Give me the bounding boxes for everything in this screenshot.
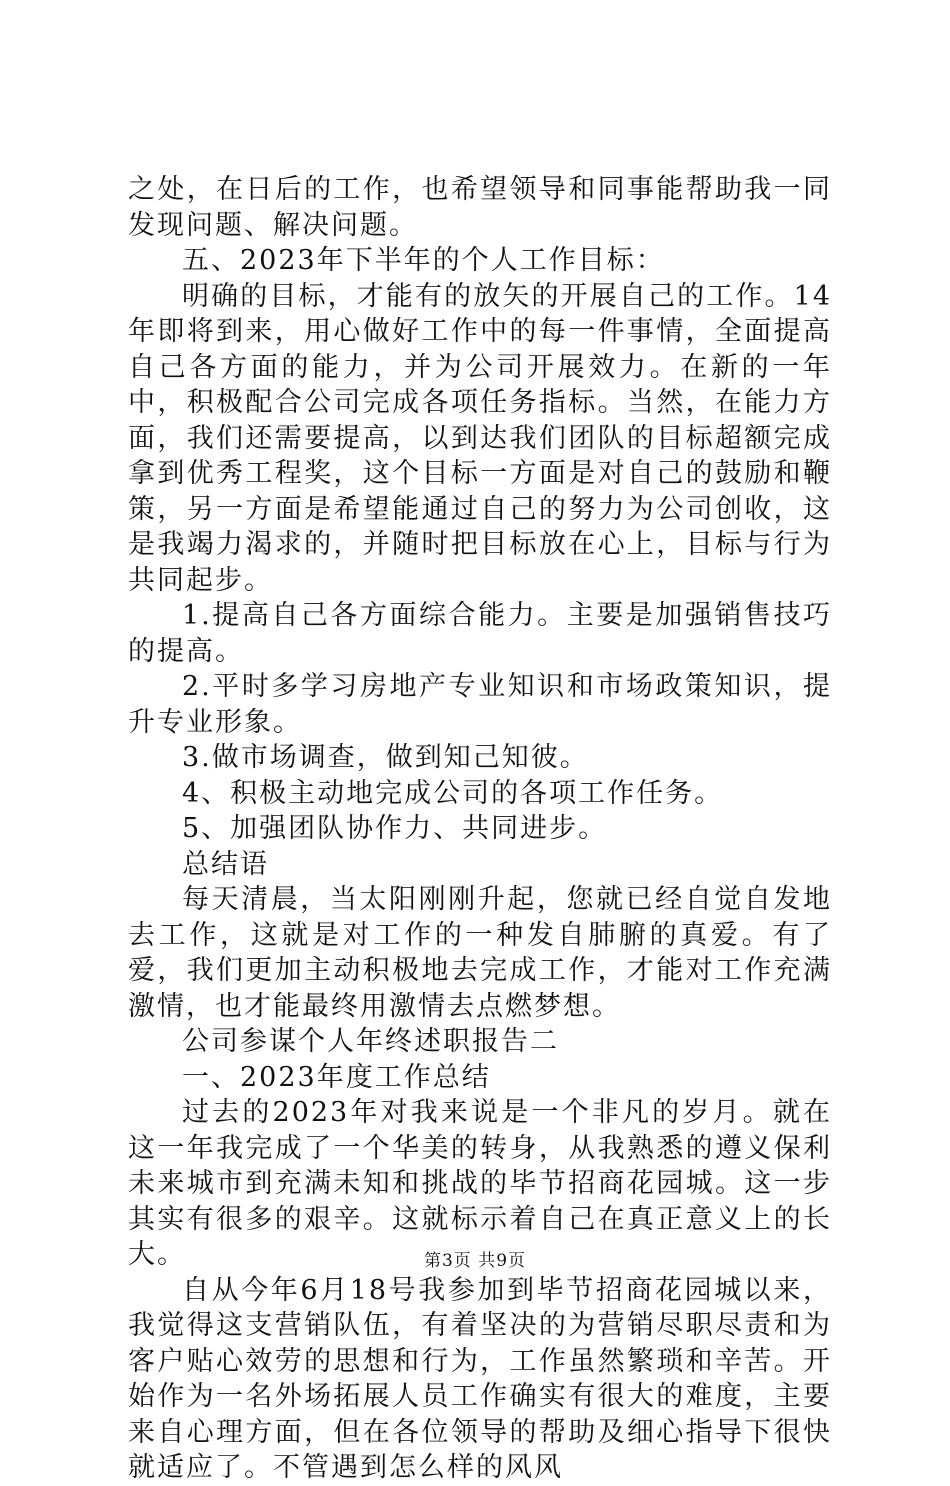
paragraph: 明确的目标，才能有的放矢的开展自己的工作。14年即将到来，用心做好工作中的每一件事情，全面提高自己各方面的能力，并为公司开展效力。在新的一年中，积极配合公司完成各项任务指标。当然，在能力方面，我们还需要提高，以到达我们团队的目标超额完成拿到优秀工程奖，这个目标一方面是对自己的鼓励和鞭策，另一方面是希望能通过自己的努力为公司创收，这是我竭力渴求的，并随时把目标放在心上，目标与行为共同起步。: [128, 280, 832, 596]
paragraph: 之处，在日后的工作，也希望领导和同事能帮助我一同发现问题、解决问题。: [128, 174, 832, 241]
paragraph: 一、2023年度工作总结: [182, 1061, 491, 1093]
paragraph: 1.提高自己各方面综合能力。主要是加强销售技巧的提高。: [128, 600, 832, 667]
paragraph: 2.平时多学习房地产专业知识和市场政策知识，提升专业形象。: [128, 671, 832, 738]
paragraph: 4、积极主动地完成公司的各项工作任务。: [182, 777, 724, 809]
document-body: [128, 172, 832, 1486]
page-footer: 第3页 共9页: [423, 1251, 527, 1271]
paragraph: 自从今年6月18号我参加到毕节招商花园城以来，我觉得这支营销队伍，有着坚决的为营销尽职尽责和为客户贴心效劳的思想和行为，工作虽然繁琐和辛苦。开始作为一名外场拓展人员工作确实有很大的难度，主要来自心理方面，但在各位领导的帮助及细心指导下很快就适应了。不管遇到怎么样的风风: [128, 1274, 832, 1483]
paragraph: 公司参谋个人年终述职报告二: [182, 1026, 559, 1057]
paragraph: 3.做市场调查，做到知己知彼。: [182, 742, 589, 773]
paragraph: 每天清晨，当太阳刚刚升起，您就已经自觉自发地去工作，这就是对工作的一种发自肺腑的真爱。有了爱，我们更加主动积极地去完成工作，才能对工作充满激情，也才能最终用激情去点燃梦想。: [128, 884, 832, 1022]
paragraph: 五、2023年下半年的个人工作目标：: [182, 245, 665, 276]
paragraph: 总结语: [182, 848, 269, 880]
paragraph: 5、加强团队协作力、共同进步。: [182, 813, 608, 844]
paragraph: 过去的2023年对我来说是一个非凡的岁月。就在这一年我完成了一个华美的转身，从我熟悉的遵义保利未来城市到充满未知和挑战的毕节招商花园城。这一步其实有很多的艰辛。这就标示着自己在真正意义上的长大。: [128, 1097, 832, 1270]
